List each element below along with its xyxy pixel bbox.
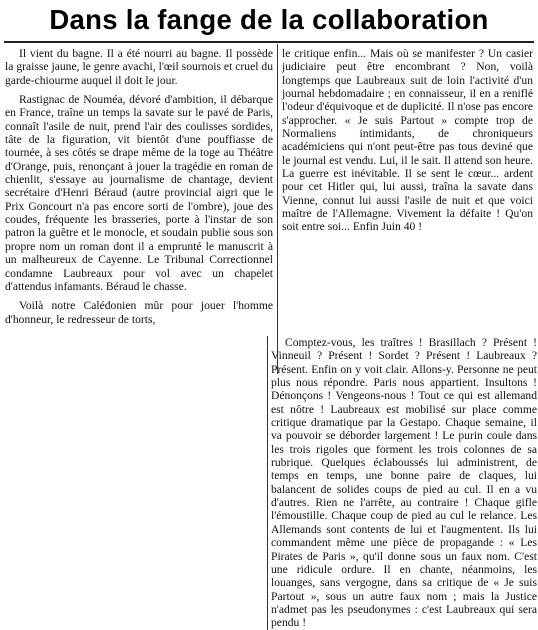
paragraph-3: Voilà notre Calédonien mûr pour jouer l'homme d'honneur, le redresseur de torts, xyxy=(5,299,273,326)
paragraph-1: Il vient du bagne. Il a été nourri au bagne. Il possède la graisse jaune, le genre avachi, l'œil sournois et cruel du garde-chiourme auquel il doit le jour. xyxy=(5,47,273,87)
column-divider xyxy=(277,44,278,374)
right-column-lower xyxy=(267,336,537,630)
paragraph-2: Rastignac de Nouméa, dévoré d'ambition, il débarque en France, traîne un temps la savate sur le pavé de Paris, connaît l'asile de nuit, prend l'air des coulisses sordides, tâte de la figuration, vit bientôt d'une pouffiasse de tournée, à ses côtés se drape même de la toge au Théâtre d'Orange, puis, renonçant à jouer la tragédie en roman de chienlit, s'essaye au journalisme de chantage, devient secrétaire d'Henri Béraud (autre provincial aigri que le Prix Goncourt n'a pas encore sorti de l'ombre), joue des coudes, fréquente les brasseries, porte à l'instar de son patron la guêtre et le monocle, et soudain publie sous son propre nom un roman dont il a emprunté le manuscrit à un malheureux de Cayenne. Le Tribunal Correctionnel condamne Laubreaux pour vol avec un chapelet d'attendus infamants. Béraud le chasse. xyxy=(5,93,273,293)
right-column-upper xyxy=(282,47,533,234)
article-headline: Dans la fange de la collaboration xyxy=(49,4,489,35)
paragraph-5: Comptez-vous, les traîtres ! Brasillach ? Présent ! Vinneuil ? Présent ! Sordet ? Présent ! Laubreaux ? Présent. Enfin on y voit clair. Allons-y. Personne ne peut plus nous répondre. Paris nous appartient. Insultons ! Dénonçons ! Vengeons-nous ! Tout ce qui est allemand est nôtre ! Laubreaux est mobilisé sur place comme critique dramatique par la Gestapo. Chaque semaine, il va pouvoir se déborder largement ! Le purin coule dans les trois rigoles que forment les trois colonnes de sa rubrique. Quelques éclaboussés lui administrent, de temps en temps, une bonne paire de claques, lui balancent de solides coups de pied au cul. Il en a vu d'autres. Rien ne l'arrête, au contraire ! Chaque gifle l'émoustille. Chaque coup de pied au cul le relance. Les Allemands sont contents de lui et l'augmentent. Ils lui commandent même une pièce de propagande : « Les Pirates de Paris », qu'il donne sous un faux nom. C'est une ridicule ordure. Il en chante, néanmoins, les louanges, sans vergogne, dans sa critique de « Je suis Partout », sous un autre faux nom ; mais la Justice n'admet pas les pseudonymes : c'est Laubreaux qui sera pendu ! xyxy=(271,336,537,630)
paragraph-4: le critique enfin... Mais où se manifester ? Un casier judiciaire peut être encombrant ? Non, voilà longtemps que Laubreaux suit de loin l'activité d'un journal hebdomadaire ; en connaisseur, il en a reniflé l'odeur d'équivoque et de duplicité. Il n'ose pas encore s'approcher. « Je suis Partout » compte trop de Normaliens intimidants, de chroniqueurs académiciens qui n'ont peut-être pas tous deviné que le journal est vendu. Lui, il le sait. Il attend son heure. La guerre est inévitable. Il se sent le cœur... ardent pour cet Hitler qui, lui aussi, traîna la savate dans Vienne, connut lui aussi l'asile de nuit et que voici maître de l'Allemagne. Vivement la défaite ! Qu'on soit entre soi... Enfin Juin 40 ! xyxy=(282,47,533,234)
left-column xyxy=(5,47,273,326)
headline-rule xyxy=(4,41,534,43)
